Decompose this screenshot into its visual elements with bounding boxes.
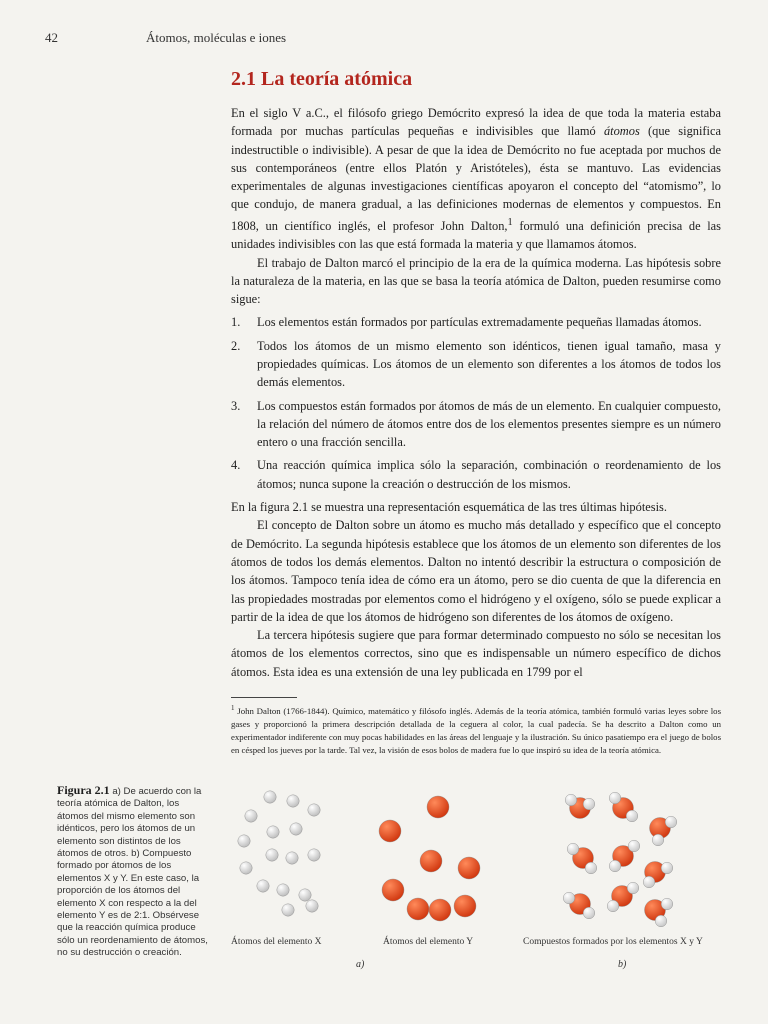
list-item: 3. Los compuestos están formados por átomos de más de un elemento. En cualquier compuesto, la relación del número de átomos entre dos de los elementos presentes siempre es un número entero o una fracción sencilla. [231,398,721,450]
atom-x [277,884,289,896]
figure-2-1 [225,786,725,1006]
molecule-x-atom [607,900,619,912]
atom-x [290,823,302,835]
running-title: Átomos, moléculas e iones [146,30,287,45]
element-x-atoms [238,791,320,916]
paragraph-3: En la figura 2.1 se muestra una representación esquemática de las tres últimas hipótesis. [231,500,667,515]
paragraph-2: El trabajo de Dalton marcó el principio de la era de la química moderna. Las hipótesis sobre la naturaleza de la materia, en las que se basa la teoría atómica de Dalton, pueden resumirse como sigue: [231,255,721,307]
page-number: 42 [45,30,58,45]
hypotheses-list [231,313,721,493]
atom-y [382,879,404,901]
molecule-x-atom [567,843,579,855]
atom-x [287,795,299,807]
atom-x [245,810,257,822]
atom-y [407,898,429,920]
molecule-x-atom [628,840,640,852]
figure-caption: Figura 2.1 a) De acuerdo con la teoría atómica de Dalton, los átomos del mismo elemento son idénticos, pero los átomos de un elemento son distintos de los átomos de otros. b) Compuesto formado por átomos de los elementos X y Y. En este caso, la proporción de los átomos del elemento X con respecto a la del elemento Y es de 2:1. Obsérvese que la reacción química produce sólo un reordenamiento de átomos, no su destrucción o creación. [57,783,208,959]
molecule-x-atom [665,816,677,828]
molecule-x-atom [609,860,621,872]
label-element-x: Átomos del elemento X [231,937,322,947]
atom-y [379,820,401,842]
molecule-x-atom [661,862,673,874]
molecule-x-atom [563,892,575,904]
molecule-x-atom [585,862,597,874]
atom-y [420,850,442,872]
atom-x [282,904,294,916]
paragraph-5: La tercera hipótesis sugiere que para formar determinado compuesto no sólo se necesitan los átomos de los elementos correctos, sino que es indispensable un número específico de dichos átomos. Esta idea es una extensión de una ley publicada en 1799 por el [231,628,721,679]
atoms-illustration [225,786,725,1006]
list-item: 1. Los elementos están formados por partículas extremadamente pequeñas llamadas átomos. [231,315,702,330]
atom-x [267,826,279,838]
paragraph-4: El concepto de Dalton sobre un átomo es mucho más detallado y específico que el concepto de Demócrito. La segunda hipótesis establece que los átomos de un elemento son diferentes de los átomos de todos los demás elementos. Dalton no intentó describir la estructura o composición de los átomos. Tampoco tenía idea de cómo era un átomo, pero se dio cuenta de que la diferencia en las propiedades mostradas por elementos como el hidrógeno y el oxígeno, sólo se puede explicar a partir de la idea de que los átomos de hidrógeno son diferentes de los átomos de oxígeno. [231,518,721,624]
main-text [231,104,721,757]
label-element-y: Átomos del elemento Y [383,937,474,947]
atom-x [266,849,278,861]
panel-b-label: b) [618,959,627,970]
molecule-x-atom [627,882,639,894]
compound-molecules [563,792,677,927]
molecule-x-atom [626,810,638,822]
atom-x [308,804,320,816]
molecule-x-atom [565,794,577,806]
molecule-x-atom [609,792,621,804]
atom-x [286,852,298,864]
atom-x [240,862,252,874]
list-item: 2. Todos los átomos de un mismo elemento son idénticos, tienen igual tamaño, masa y propiedades químicas. Los átomos de un elemento son diferentes a los átomos de todos los demás elementos. [231,338,721,390]
atom-x [238,835,250,847]
atom-x [308,849,320,861]
figure-label: Figura 2.1 [57,783,110,797]
element-y-atoms [379,796,480,921]
atom-x [299,889,311,901]
atom-y [454,895,476,917]
label-compound: Compuestos formados por los elementos X y Y [523,937,703,947]
panel-a-label: a) [356,959,365,970]
atom-y [458,857,480,879]
section-title: 2.1 La teoría atómica [231,68,413,90]
emphasis-atomos: átomos [603,124,640,139]
atom-x [264,791,276,803]
paragraph-1: En el siglo V a.C., el filósofo griego Demócrito expresó la idea de que toda la materia estaba formada por muchas partículas pequeñas e indivisibles que llamó átomos (que significa indestructible o indivisible). A pesar de que la idea de Demócrito no fue aceptada por muchos de sus contemporáneos (entre ellos Platón y Aristóteles), ésta se mantuvo. Las evidencias experimentales de algunas investigaciones científicas apoyaron el concepto del “atomismo”, lo que condujo, de manera gradual, a las definiciones modernas de elementos y compuestos. En 1808, un científico inglés, el profesor John Dalton,$^1$ formuló una definición precisa de las unidades indivisibles con las que está formada la materia y que llamamos átomos. [231,106,721,252]
atom-y [429,899,451,921]
molecule-x-atom [583,798,595,810]
footnote: $^1$ John Dalton (1766-1844). Químico, matemático y filósofo inglés. Además de la teoría atómica, también formuló varias leyes sobre los gases y proporcionó la primera descripción detallada de la ceguera al color, la cual padecía. Se ha descrito a Dalton como un experimentador indiferente con muy pocas habilidades en las áreas del lenguaje y la ilustración. Su único pasatiempo era el juego de bolos en césped los jueves por la tarde. Tal vez, la visión de esos bolos de madera fue lo que inspiró su idea de la teoría atómica. [231,704,722,755]
list-item: 4. Una reacción química implica sólo la separación, combinación o reordenamiento de los átomos; nunca supone la creación o destrucción de los mismos. [231,458,721,491]
molecule-x-atom [643,876,655,888]
atom-y [427,796,449,818]
footnote-divider [231,697,297,698]
molecule-x-atom [652,834,664,846]
molecule-x-atom [661,898,673,910]
molecule-x-atom [655,915,667,927]
molecule-x-atom [583,907,595,919]
atom-x [257,880,269,892]
page-header [45,30,728,50]
footnote-ref: 1 [507,216,513,228]
atom-x [306,900,318,912]
